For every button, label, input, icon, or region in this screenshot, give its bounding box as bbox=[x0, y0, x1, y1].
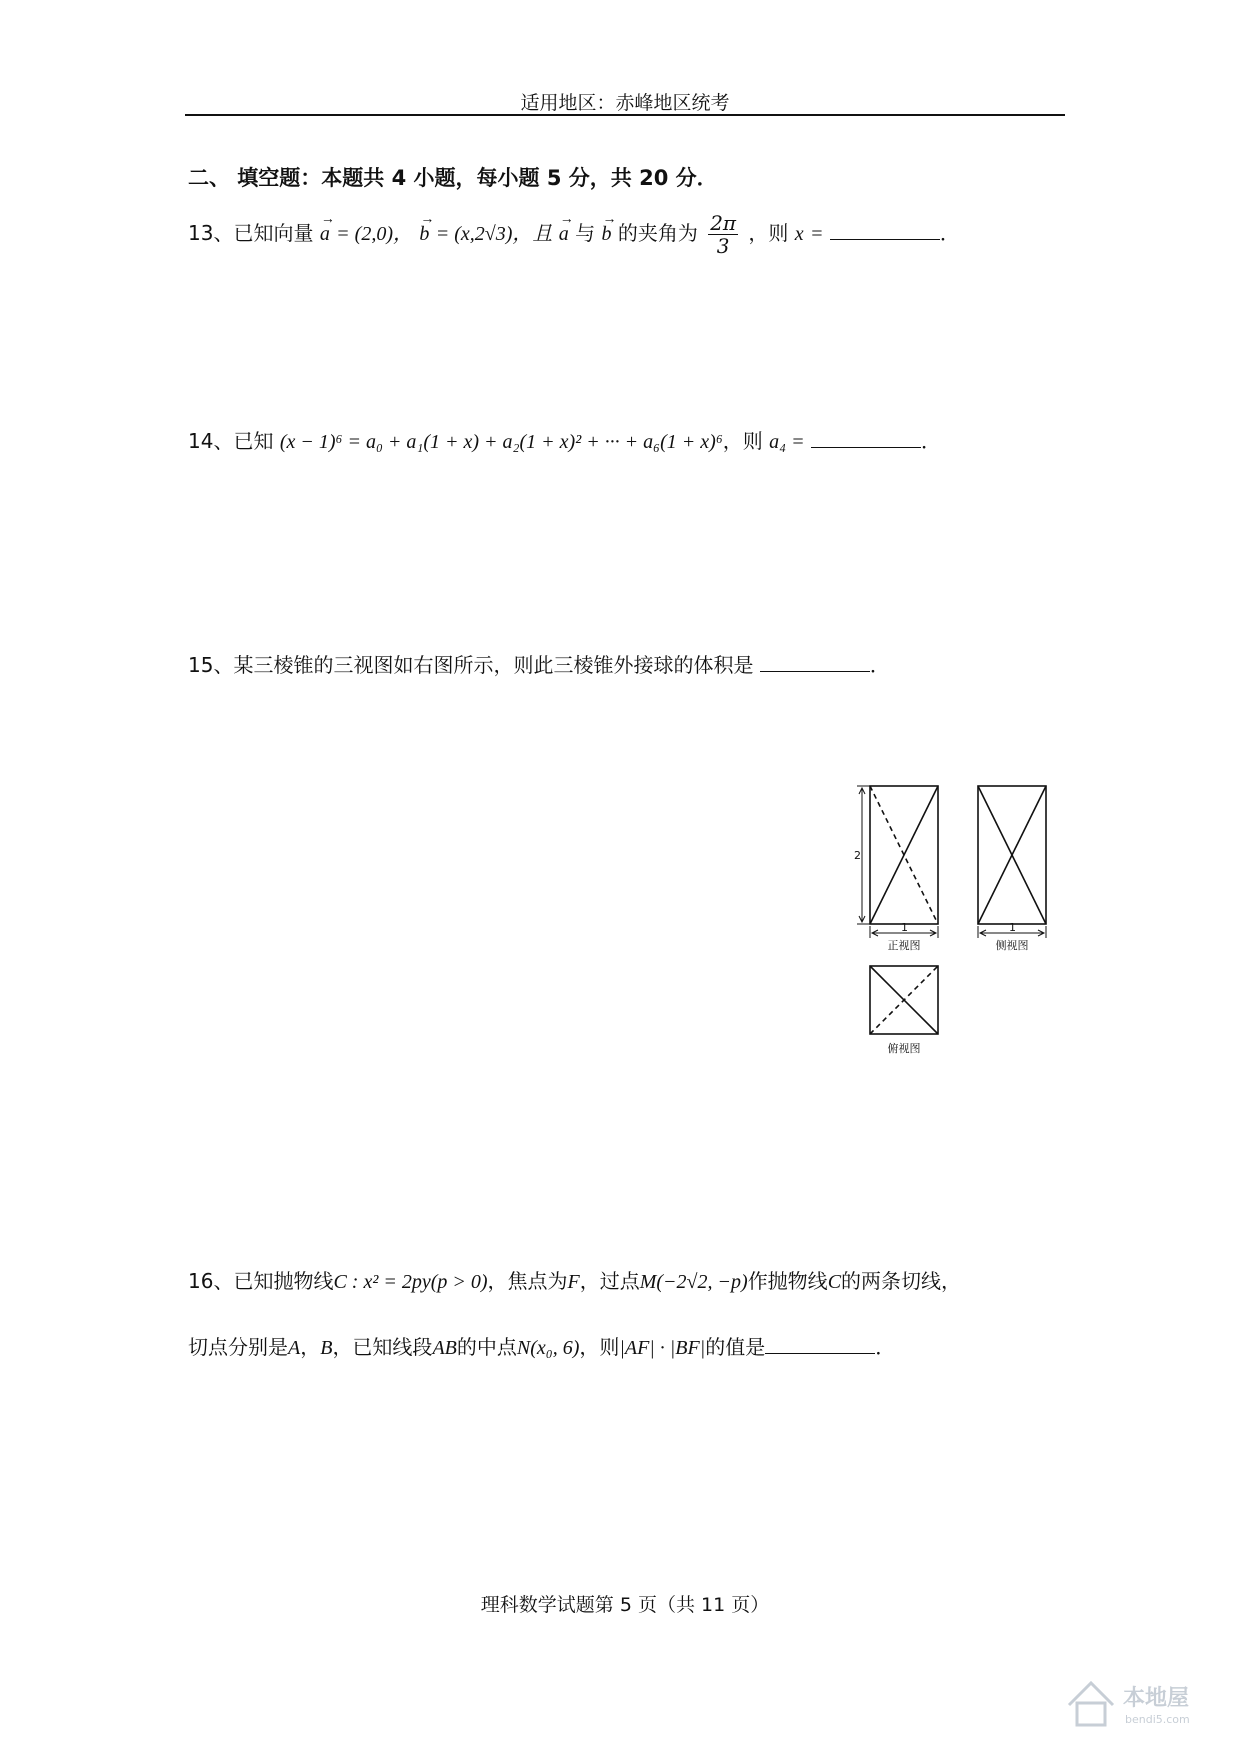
question-15 bbox=[188, 652, 890, 678]
side-view bbox=[978, 786, 1046, 924]
height-label: 2 bbox=[854, 849, 861, 862]
answer-blank[interactable] bbox=[765, 1335, 875, 1354]
question-number: 15、 bbox=[188, 653, 234, 677]
binomial-expression: (x − 1)⁶ = a₀ + a₁(1 + x) + a₂(1 + x)² + ··· + a₆(1 + x)⁶ bbox=[279, 431, 723, 453]
question-text: 已知抛物线 bbox=[233, 1269, 334, 1293]
section-title: 二、 填空题：本题共 4 小题，每小题 5 分，共 20 分． bbox=[188, 166, 718, 190]
answer-blank[interactable] bbox=[830, 221, 940, 240]
front-width-label: 1 bbox=[901, 921, 908, 934]
question-number: 13、 bbox=[188, 221, 234, 245]
side-width-label: 1 bbox=[1009, 921, 1016, 934]
period: ． bbox=[875, 1335, 896, 1359]
question-14 bbox=[188, 428, 941, 455]
parabola-c: C bbox=[827, 1271, 842, 1293]
header-region: 适用地区：赤峰地区统考 bbox=[520, 92, 730, 114]
question-text: ，焦点为 bbox=[487, 1269, 568, 1293]
midpoint-n: N(x₀, 6) bbox=[516, 1337, 580, 1359]
question-text: 的夹角为 bbox=[617, 221, 698, 245]
question-text: 某三棱锥的三视图如右图所示，则此三棱锥外接球的体积是 bbox=[233, 653, 754, 677]
unknown-x: x bbox=[794, 223, 804, 245]
question-text: 作抛物线 bbox=[747, 1269, 828, 1293]
question-text: 的两条切线， bbox=[841, 1269, 962, 1293]
question-text: 已知向量 bbox=[233, 221, 314, 245]
top-view bbox=[870, 966, 938, 1034]
point-a: A bbox=[288, 1337, 301, 1359]
vector-b-ref: → b bbox=[601, 212, 617, 245]
front-view-label: 正视图 bbox=[887, 939, 921, 952]
fraction-denominator: 3 bbox=[716, 234, 730, 258]
watermark-domain: bendi5.com bbox=[1125, 1713, 1190, 1726]
header-divider bbox=[185, 114, 1065, 116]
period: ． bbox=[869, 653, 890, 677]
point-b: B bbox=[320, 1337, 333, 1359]
answer-blank[interactable] bbox=[760, 653, 870, 672]
equals-sign: = bbox=[810, 223, 824, 245]
question-text: ，则 bbox=[722, 429, 763, 453]
question-number: 14、 bbox=[188, 429, 234, 453]
question-text: 与 bbox=[575, 221, 596, 245]
parabola-equation: C : x² = 2py(p > 0) bbox=[333, 1271, 488, 1293]
question-16-line-2 bbox=[188, 1334, 895, 1361]
question-text: ，过点 bbox=[579, 1269, 640, 1293]
vector-a: → a bbox=[319, 212, 335, 245]
vector-a-value: = (2,0)， bbox=[336, 223, 413, 245]
question-text: 的中点 bbox=[456, 1335, 517, 1359]
question-text: 已知 bbox=[233, 429, 274, 453]
house-icon bbox=[1069, 1683, 1113, 1725]
angle-fraction bbox=[708, 212, 738, 257]
question-text: 切点分别是 bbox=[188, 1335, 288, 1359]
front-view bbox=[870, 786, 938, 924]
question-text: 的值是 bbox=[705, 1335, 766, 1359]
question-text: ，则 bbox=[748, 221, 789, 245]
fraction-numerator: 2π bbox=[710, 211, 737, 235]
target-coefficient: a₄ = bbox=[769, 431, 805, 453]
question-16-line-1 bbox=[188, 1268, 961, 1295]
question-text: ， bbox=[300, 1335, 321, 1359]
point-m: M(−2√2, −p) bbox=[639, 1271, 748, 1293]
answer-blank[interactable] bbox=[811, 429, 921, 448]
vector-b-value: = (x,2√3)，且 bbox=[435, 223, 553, 245]
three-view-figure bbox=[850, 770, 1070, 1060]
question-13 bbox=[188, 212, 960, 257]
top-view-label: 俯视图 bbox=[887, 1042, 921, 1055]
segment-ab: AB bbox=[432, 1337, 457, 1359]
watermark-brand: 本地屋 bbox=[1123, 1686, 1190, 1711]
page-footer: 理科数学试题第 5 页（共 11 页） bbox=[480, 1594, 770, 1616]
period: ． bbox=[939, 221, 960, 245]
watermark-logo bbox=[1063, 1673, 1213, 1733]
vector-a-ref: → a bbox=[558, 212, 574, 245]
period: ． bbox=[920, 429, 941, 453]
question-text: ，则 bbox=[579, 1335, 620, 1359]
question-number: 16、 bbox=[188, 1269, 234, 1293]
question-text: ，已知线段 bbox=[332, 1335, 433, 1359]
focus-f: F bbox=[567, 1271, 580, 1293]
vector-b: → b bbox=[419, 212, 435, 245]
side-view-label: 侧视图 bbox=[995, 939, 1029, 952]
product-expression: |AF| · |BF| bbox=[619, 1337, 706, 1359]
